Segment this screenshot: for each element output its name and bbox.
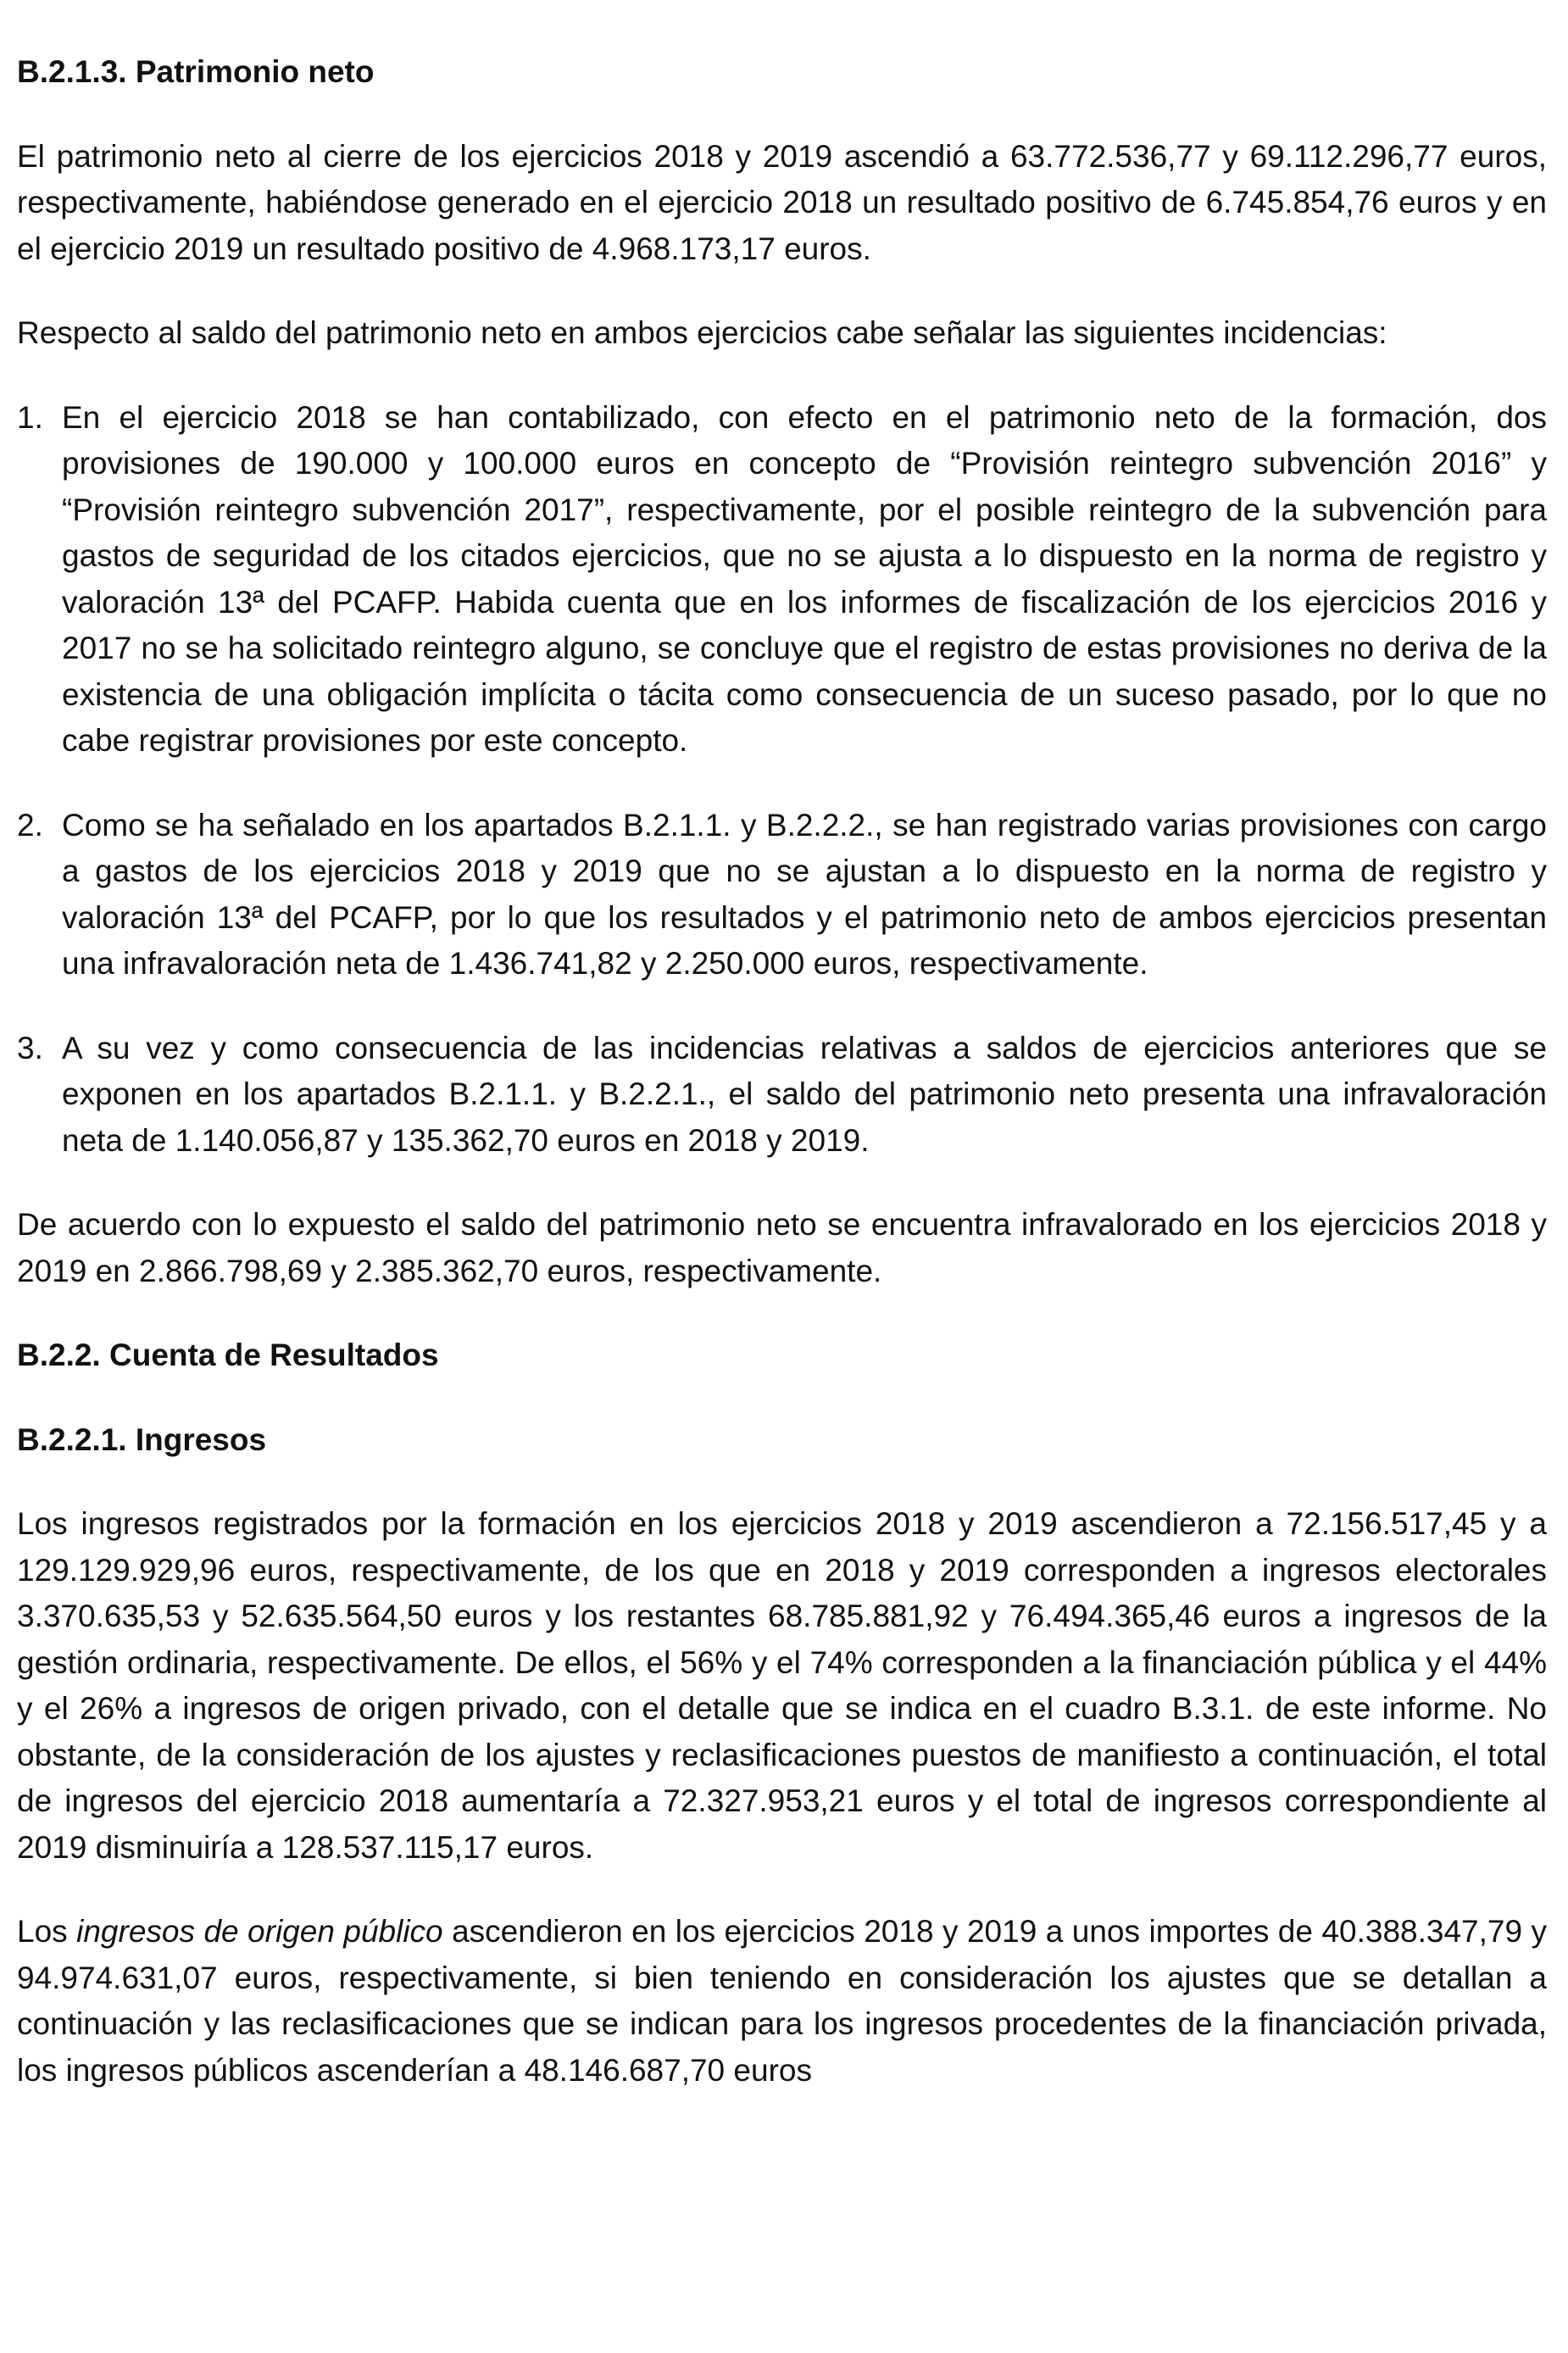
list-item-text: A su vez y como consecuencia de las incidencias relativas a saldos de ejercicios anteriores que se exponen en los apartados B.2.1.1. y B.2.2.1., el saldo del patrimonio neto presenta una infravaloración neta de 1.140.056,87 y 135.362,70 euros en 2018 y 2019. — [62, 1030, 1547, 1158]
list-item-number: 1. — [17, 399, 43, 435]
paragraph-ingresos-summary: Los ingresos registrados por la formación en los ejercicios 2018 y 2019 ascendieron a 72.156.517,45 y a 129.129.929,96 euros, respectivamente, de los que en 2018 y 2019 corresponden a ingresos electorales 3.370.635,53 y 52.635.564,50 euros y los restantes 68.785.881,92 y 76.494.365,46 euros a ingresos de la gestión ordinaria, respectivamente. De ellos, el 56% y el 74% corresponden a la financiación pública y el 44% y el 26% a ingresos de origen privado, con el detalle que se indica en el cuadro B.3.1. de este informe. No obstante, de la consideración de los ajustes y reclasificaciones puestos de manifiesto a continuación, el total de ingresos del ejercicio 2018 aumentaría a 72.327.953,21 euros y el total de ingresos correspondiente al 2019 disminuiría a 128.537.115,17 euros. — [17, 1506, 1547, 1865]
list-item-number: 3. — [17, 1030, 43, 1065]
list-item — [17, 803, 1547, 987]
list-item — [17, 1026, 1547, 1165]
list-item-text: Como se ha señalado en los apartados B.2.1.1. y B.2.2.2., se han registrado varias provisiones con cargo a gastos de los ejercicios 2018 y 2019 que no se ajustan a lo dispuesto en la norma de registro y valoración 13ª del PCAFP, por lo que los resultados y el patrimonio neto de ambos ejercicios presentan una infravaloración neta de 1.436.741,82 y 2.250.000 euros, respectivamente. — [62, 807, 1547, 981]
incidencias-list — [17, 395, 1547, 1165]
heading-ingresos: B.2.2.1. Ingresos — [17, 1421, 267, 1457]
paragraph-patrimonio-summary: El patrimonio neto al cierre de los ejercicios 2018 y 2019 ascendió a 63.772.536,77 y 69.112.296,77 euros, respectivamente, habiéndose generado en el ejercicio 2018 un resultado positivo de 6.745.854,76 euros y en el ejercicio 2019 un resultado positivo de 4.968.173,17 euros. — [17, 138, 1547, 266]
paragraph-incidencias-intro: Respecto al saldo del patrimonio neto en ambos ejercicios cabe señalar las siguientes incidencias: — [17, 315, 1387, 350]
italic-term: ingresos de origen público — [76, 1914, 443, 1949]
heading-cuenta-resultados: B.2.2. Cuenta de Resultados — [17, 1338, 439, 1372]
paragraph-ingresos-publicos — [17, 1909, 1547, 2094]
paragraph-patrimonio-conclusion: De acuerdo con lo expuesto el saldo del patrimonio neto se encuentra infravalorado en los ejercicios 2018 y 2019 en 2.866.798,69 y 2.385.362,70 euros, respectivamente. — [17, 1207, 1547, 1288]
list-item — [17, 395, 1547, 765]
text-prefix: Los — [17, 1914, 77, 1949]
list-item-number: 2. — [17, 807, 43, 843]
list-item-text: En el ejercicio 2018 se han contabilizado, con efecto en el patrimonio neto de la formación, dos provisiones de 190.000 y 100.000 euros en concepto de “Provisión reintegro subvención 2016” y “Provisión reintegro subvención 2017”, respectivamente, por el posible reintegro de la subvención para gastos de seguridad de los citados ejercicios, que no se ajusta a lo dispuesto en la norma de registro y valoración 13ª del PCAFP. Habida cuenta que en los informes de fiscalización de los ejercicios 2016 y 2017 no se ha solicitado reintegro alguno, se concluye que el registro de estas provisiones no deriva de la existencia de una obligación implícita o tácita como consecuencia de un suceso pasado, por lo que no cabe registrar provisiones por este concepto. — [62, 399, 1547, 758]
document-page — [17, 49, 1547, 2094]
heading-patrimonio-neto: B.2.1.3. Patrimonio neto — [17, 54, 375, 89]
text-rest: ascendieron en los ejercicios 2018 y 2019 a unos importes de 40.388.347,79 y 94.974.631,07 euros, respectivamente, si bien teniendo en consideración los ajustes que se detallan a continuación y las reclasificaciones que se indican para los ingresos procedentes de la financiación privada, los ingresos públicos ascenderían a 48.146.687,70 euros — [17, 1914, 1548, 2088]
